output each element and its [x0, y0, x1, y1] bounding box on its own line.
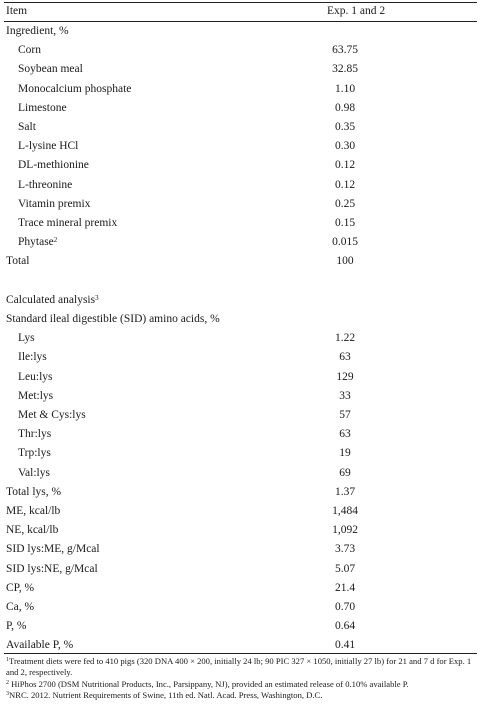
row-label-text: Vitamin premix — [18, 197, 91, 210]
row-value: 0.41 — [334, 639, 356, 652]
row-label — [18, 406, 86, 425]
table-row — [0, 252, 481, 271]
table-top-rule — [4, 2, 477, 3]
row-label-text: Ile:lys — [18, 351, 47, 364]
row-label-text: Corn — [18, 44, 41, 57]
row-label-text: Ca, % — [6, 601, 35, 613]
row-label-text: Thr:lys — [18, 428, 52, 441]
row-label — [18, 233, 57, 252]
table-row — [0, 502, 481, 521]
row-value: 0.30 — [334, 140, 356, 153]
row-label — [6, 310, 220, 329]
table-row — [0, 99, 481, 118]
table-row — [0, 22, 481, 41]
row-label-text: Standard ileal digestible (SID) amino acids, % — [6, 313, 220, 325]
table-row — [0, 60, 481, 79]
table-row — [0, 560, 481, 579]
table-row — [0, 176, 481, 195]
row-value: 63 — [339, 428, 351, 441]
footnote-mark: 1 — [6, 657, 9, 663]
column-header-exp: Exp. 1 and 2 — [327, 5, 386, 17]
footnote-3 — [6, 690, 475, 701]
row-label-text: Lys — [18, 332, 35, 345]
table-row — [0, 80, 481, 99]
table-row — [0, 291, 481, 310]
column-header-item: Item — [6, 5, 28, 17]
table-row — [0, 387, 481, 406]
row-label-text: Total — [6, 255, 30, 268]
row-value: 5.07 — [334, 562, 356, 575]
row-label-text: Total lys, % — [6, 485, 62, 498]
footnote-ref: 2 — [53, 236, 58, 245]
table-row — [0, 598, 481, 617]
row-label-text: Met & Cys:lys — [18, 409, 86, 421]
row-label — [18, 60, 83, 79]
row-value: 19 — [339, 447, 351, 460]
table-row — [0, 233, 481, 252]
row-value: 0.64 — [334, 620, 356, 633]
row-label — [18, 368, 53, 387]
row-value: 69 — [339, 466, 351, 479]
row-label — [18, 464, 50, 483]
row-value: 1,092 — [332, 524, 358, 537]
row-value: 63.75 — [332, 44, 358, 57]
row-value: 1.10 — [334, 82, 356, 95]
row-value: 32.85 — [332, 63, 358, 76]
row-label — [6, 540, 100, 559]
table-row — [0, 540, 481, 559]
footnote-text: NRC. 2012. Nutrient Requirements of Swine, 11th ed. Natl. Acad. Press, Washington, D.C. — [9, 689, 323, 700]
row-value: 63 — [339, 351, 351, 364]
footnote-text: HiPhos 2700 (DSM Nutritional Products, Inc., Parsippany, NJ), provided an estimated release of 0.10% available P. — [9, 678, 409, 689]
row-label — [18, 444, 51, 463]
table-row — [0, 195, 481, 214]
row-label-text: Leu:lys — [18, 370, 53, 383]
row-value: 0.12 — [334, 159, 356, 172]
row-label — [18, 348, 47, 367]
row-label — [18, 176, 72, 195]
footnote-mark: 2 — [6, 679, 9, 686]
table-row — [0, 137, 481, 156]
row-value: 21.4 — [334, 581, 356, 594]
row-value: 1.37 — [334, 485, 356, 498]
row-label-text: Phytase — [18, 236, 54, 249]
row-label — [6, 22, 69, 41]
table-row — [0, 521, 481, 540]
row-value: 57 — [339, 409, 351, 421]
row-label-text: L-lysine HCl — [18, 140, 79, 153]
table-row — [0, 617, 481, 636]
row-label — [18, 41, 41, 60]
row-label — [6, 560, 98, 579]
row-label — [6, 502, 60, 521]
row-label-text: Limestone — [18, 101, 67, 114]
footnote-mark: 3 — [6, 690, 9, 697]
row-label — [6, 521, 58, 540]
table-row — [0, 579, 481, 598]
row-label — [18, 214, 117, 233]
table-row — [0, 329, 481, 348]
row-label-text: P, % — [6, 620, 27, 633]
row-label-text: Ingredient, % — [6, 25, 69, 37]
table-row — [0, 41, 481, 60]
row-label-text: ME, kcal/lb — [6, 505, 61, 517]
row-label-text: Trace mineral premix — [18, 217, 118, 229]
row-label-text: Trp:lys — [18, 447, 51, 460]
footnote-2 — [6, 679, 475, 690]
row-value: 1,484 — [332, 505, 358, 517]
table-row — [0, 464, 481, 483]
row-label — [18, 80, 131, 99]
row-label-text: Calculated analysis — [6, 293, 96, 306]
row-label — [6, 579, 34, 598]
row-value: 0.35 — [334, 121, 356, 133]
table-row — [0, 156, 481, 175]
row-label-text: Monocalcium phosphate — [18, 82, 132, 95]
row-label-text: Soybean meal — [18, 63, 83, 76]
table-row — [0, 483, 481, 502]
row-value: 0.15 — [334, 217, 356, 229]
row-label — [18, 137, 78, 156]
row-label-text: Val:lys — [18, 466, 50, 479]
row-value: 0.25 — [334, 197, 356, 210]
table-row — [0, 272, 481, 291]
table-row — [0, 425, 481, 444]
row-label-text: NE, kcal/lb — [6, 524, 59, 537]
row-label-text: Salt — [18, 121, 36, 133]
row-label-text: DL-methionine — [18, 159, 89, 172]
row-label — [18, 195, 90, 214]
row-label — [6, 598, 34, 617]
footnote-1 — [6, 656, 475, 679]
table-row — [0, 118, 481, 137]
row-label-text: L-threonine — [18, 178, 73, 191]
row-value: 3.73 — [334, 543, 356, 556]
row-label — [18, 156, 89, 175]
row-label-text: Met:lys — [18, 389, 54, 402]
table-row — [0, 444, 481, 463]
row-label — [6, 483, 61, 502]
row-label — [18, 118, 36, 137]
footnote-ref: 3 — [95, 293, 99, 302]
table-bottom-rule — [4, 653, 477, 654]
table-row — [0, 310, 481, 329]
row-label — [6, 252, 29, 271]
row-label — [6, 291, 99, 310]
row-label-text: SID lys:ME, g/Mcal — [6, 543, 100, 556]
row-label — [18, 425, 51, 444]
row-value: 0.70 — [334, 601, 356, 613]
row-value: 33 — [339, 389, 351, 402]
row-value: 1.22 — [334, 332, 356, 345]
footnote-text: Treatment diets were fed to 410 pigs (320 DNA 400 × 200, initially 24 lb; 90 PIC 327 × 1050, initially 27 lb) for 21 and 7 d for Exp. 1 and 2, respectively. — [6, 656, 472, 678]
row-value: 0.015 — [332, 236, 358, 249]
row-value: 0.12 — [334, 178, 356, 191]
row-label — [18, 329, 35, 348]
row-label-text: CP, % — [6, 581, 35, 594]
table-row — [0, 348, 481, 367]
row-label — [18, 387, 53, 406]
row-label-text: SID lys:NE, g/Mcal — [6, 562, 98, 575]
table-row — [0, 214, 481, 233]
row-label — [6, 617, 26, 636]
row-label-text: Available P, % — [6, 639, 74, 652]
row-value: 0.98 — [334, 101, 356, 114]
table-row — [0, 368, 481, 387]
footnotes — [6, 656, 475, 701]
row-value: 129 — [336, 370, 354, 383]
row-value: 100 — [336, 255, 354, 268]
table-row — [0, 406, 481, 425]
row-label — [18, 99, 67, 118]
